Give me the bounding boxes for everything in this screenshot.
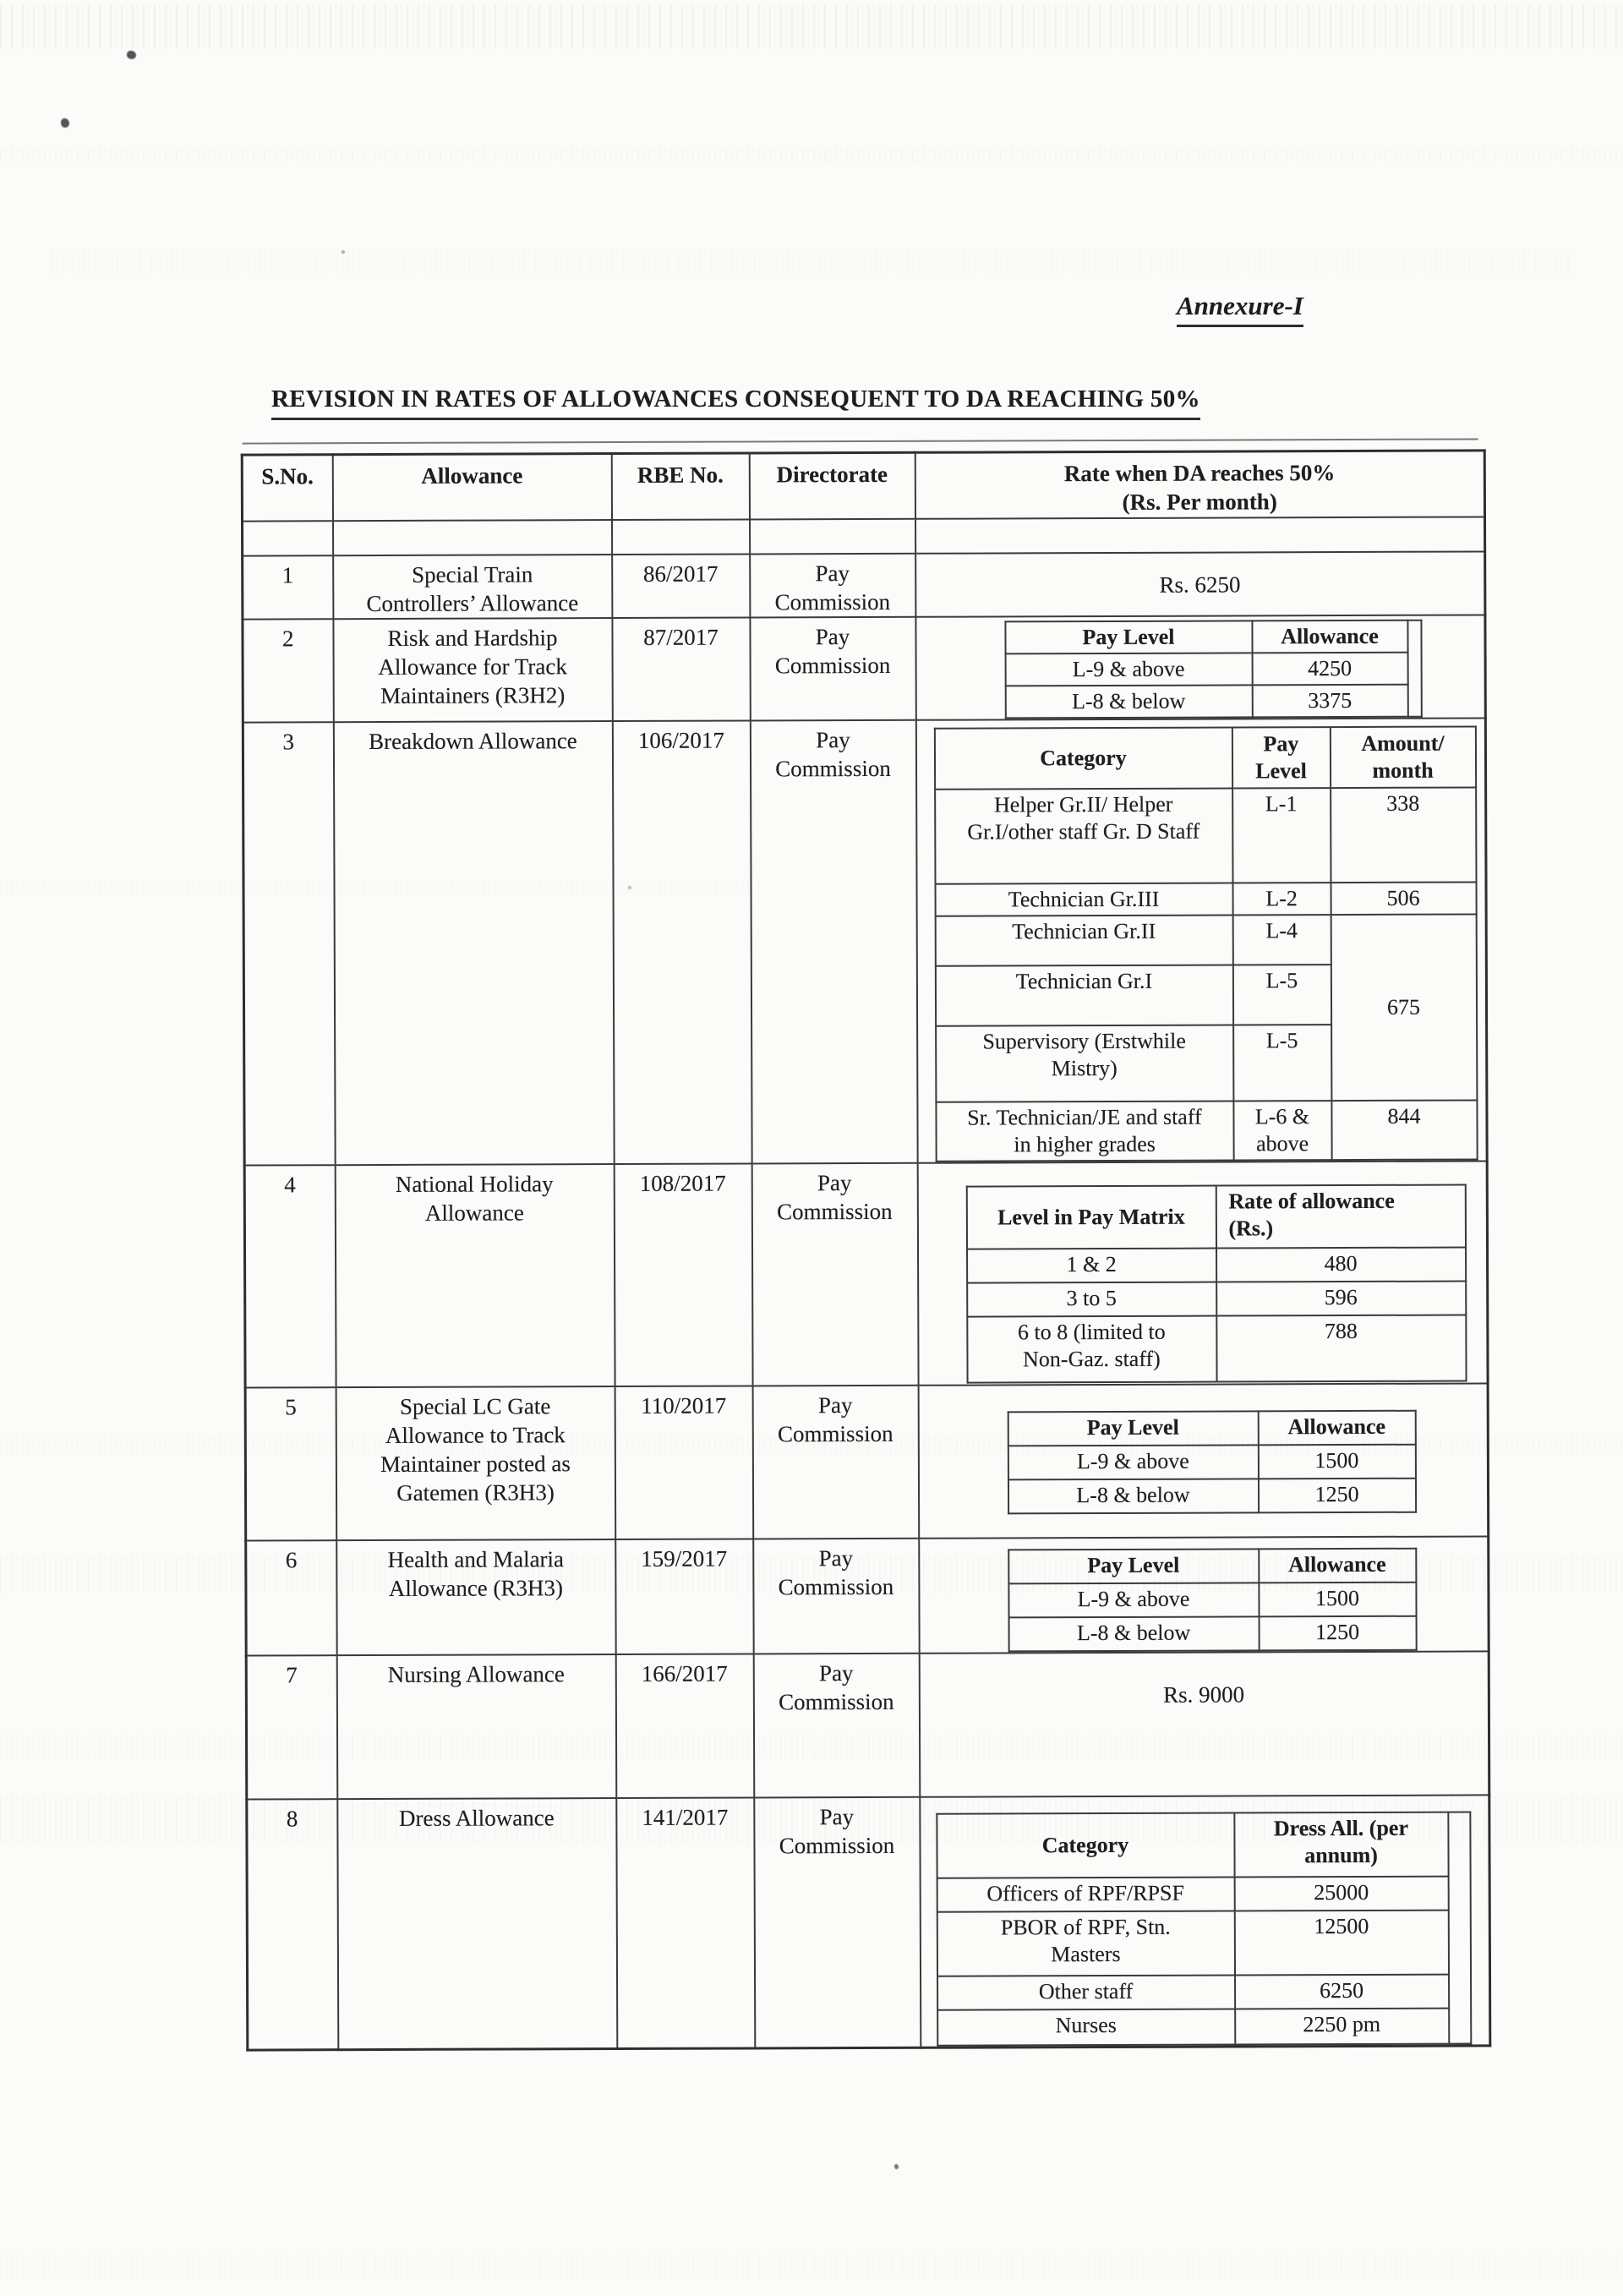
nested-header-cell [1330, 726, 1475, 788]
nested-cell-text: 6250 [1320, 1977, 1364, 2004]
nested-cell-text: 596 [1324, 1284, 1358, 1310]
table-row [967, 1248, 1466, 1283]
rbe-cell [615, 1539, 753, 1654]
directorate-text: Pay Commission [775, 727, 891, 782]
scan-speck [61, 118, 69, 128]
rbe-cell [614, 1163, 752, 1386]
header-sno-cell [242, 455, 332, 522]
nested-cell [1216, 1282, 1466, 1316]
sno-text: 5 [285, 1394, 297, 1420]
header-allowance-text: Allowance [421, 462, 523, 489]
directorate-text: Pay Commission [779, 1660, 894, 1715]
directorate-cell [753, 1654, 920, 1798]
allowance-cell [336, 1539, 615, 1655]
nested-cell [1232, 915, 1331, 965]
sno-cell [243, 722, 335, 1165]
nested-header-cell [1259, 1549, 1416, 1583]
nested-strip-cell [1407, 620, 1421, 717]
nested-cell [1008, 1479, 1258, 1513]
directorate-cell [750, 617, 915, 721]
nested-cell [1216, 1248, 1466, 1282]
table-row [1008, 1411, 1415, 1446]
nested-cell [1232, 883, 1331, 915]
nested-header-cell [1258, 1411, 1415, 1446]
table-row [246, 1536, 1489, 1655]
rbe-cell [612, 720, 751, 1164]
directorate-cell [750, 554, 915, 618]
nested-cell-text: Sr. Technician/JE and staff in higher grades [967, 1104, 1202, 1157]
nested-cell-text: 12500 [1314, 1913, 1369, 1939]
allowance-table-wrap [241, 438, 1492, 2051]
rate-cell [915, 718, 1487, 1162]
nested-cell-text: 3375 [1308, 687, 1352, 713]
rbe-text: 87/2017 [643, 624, 719, 650]
spacer-cell [333, 520, 612, 555]
spacer-cell [915, 517, 1485, 553]
nested-cell [1235, 1975, 1449, 2009]
nested-cell-text: L-5 [1265, 968, 1298, 993]
nested-cell [1232, 788, 1331, 883]
scan-speck [342, 250, 345, 254]
nested-header-cell [1008, 1549, 1259, 1583]
nested-header-cell [1005, 620, 1252, 653]
table-row [1008, 1583, 1416, 1618]
allowance-text: Health and Malaria Allowance (R3H3) [387, 1546, 565, 1601]
nested-header-text: Category [1040, 745, 1127, 771]
header-directorate-cell [749, 452, 915, 519]
table-row [967, 1315, 1466, 1383]
allowance-cell [336, 1654, 616, 1799]
nested-cell [1234, 1911, 1448, 1976]
table-row [1005, 685, 1421, 719]
nested-cell-text: PBOR of RPF, Stn. Masters [1000, 1914, 1171, 1967]
directorate-text: Pay Commission [777, 1170, 893, 1225]
scan-noise-band [51, 250, 1572, 276]
rbe-cell [612, 554, 750, 618]
directorate-text: Pay Commission [774, 560, 891, 615]
nested-cell-text: 1250 [1314, 1481, 1359, 1507]
nested-header-text: Allowance [1287, 1551, 1386, 1577]
sno-cell [243, 619, 333, 722]
nested-cell-text: 480 [1324, 1250, 1358, 1276]
nested-header-cell [937, 1812, 1234, 1878]
nested-header-text: Pay Level [1087, 1552, 1180, 1578]
header-rbe-cell [611, 453, 749, 520]
nested-cell [1008, 1583, 1259, 1617]
nested-cell-text: L-9 & above [1072, 656, 1185, 682]
nested-header-cell [966, 1186, 1216, 1249]
table-row [935, 882, 1476, 916]
spacer-cell [750, 519, 915, 555]
nested-cell-text: 788 [1324, 1318, 1358, 1344]
nested-header-text: Dress All. (per annum) [1273, 1815, 1409, 1868]
allowance-cell [336, 1386, 615, 1540]
nested-cell-text: Technician Gr.I [1015, 968, 1153, 994]
nested-cell [1005, 653, 1252, 686]
allowance-text: Breakdown Allowance [369, 728, 577, 755]
allowance-cell [337, 1798, 617, 2050]
nested-header-cell [1008, 1411, 1258, 1446]
nested-cell-text: 25000 [1314, 1879, 1369, 1905]
scan-speck [894, 2164, 899, 2169]
nested-header-text: Pay Level [1255, 731, 1307, 784]
rate-cell [919, 1651, 1489, 1796]
table-header-row [242, 451, 1484, 522]
scan-noise-band [0, 149, 1623, 162]
nested-cell-text: L-9 & above [1077, 1586, 1190, 1612]
table-row [937, 1877, 1470, 1912]
table-row [937, 1812, 1470, 1878]
nested-cell [937, 2009, 1235, 2045]
table-row [934, 726, 1475, 789]
page-title: REVISION IN RATES OF ALLOWANCES CONSEQUENT TO DA REACHING 50% [271, 385, 1200, 420]
allowance-text: Special LC Gate Allowance to Track Maintainer posted as Gatemen (R3H3) [380, 1393, 571, 1506]
rate-cell [918, 1383, 1489, 1538]
sno-cell [245, 1387, 336, 1540]
sno-cell [246, 1540, 336, 1655]
nested-cell-text: Other staff [1038, 1978, 1134, 2004]
rbe-text: 108/2017 [639, 1170, 726, 1196]
nested-cell-text: L-6 & above [1254, 1104, 1310, 1156]
nested-header-cell [1234, 1812, 1448, 1878]
spacer-cell [243, 521, 333, 555]
table-row [243, 551, 1485, 619]
nested-cell [936, 1101, 1233, 1161]
rate-cell [917, 1161, 1488, 1385]
nested-cell [967, 1282, 1216, 1317]
nested-cell [1259, 1583, 1416, 1617]
rbe-text: 110/2017 [641, 1392, 727, 1419]
spacer-row [243, 517, 1485, 555]
nested-cell-text: 506 [1386, 885, 1420, 910]
scan-double-line [243, 438, 1478, 444]
nested-header-text: Amount/ month [1361, 730, 1445, 783]
nested-header-text: Pay Level [1086, 1414, 1179, 1440]
table-row [245, 1383, 1489, 1540]
directorate-text: Pay Commission [774, 624, 891, 679]
nested-cell [967, 1316, 1216, 1383]
directorate-text: Pay Commission [779, 1804, 895, 1859]
table-row [935, 914, 1476, 965]
nested-cell [936, 1025, 1233, 1102]
table-row [1008, 1445, 1415, 1480]
nested-cell-text: 675 [1386, 994, 1421, 1020]
rbe-cell [615, 1386, 753, 1539]
rate-cell [915, 551, 1485, 616]
nested-cell [1252, 685, 1407, 718]
directorate-cell [753, 1539, 919, 1654]
allowance-table [241, 449, 1492, 2051]
sno-cell [244, 1165, 336, 1387]
nested-cell [1216, 1315, 1466, 1382]
nested-cell-text: 844 [1387, 1103, 1421, 1129]
sno-cell [243, 555, 333, 619]
nested-header-text: Pay Level [1082, 624, 1175, 650]
table-row [967, 1282, 1466, 1317]
nested-cell [935, 915, 1232, 965]
nested-cell [937, 1877, 1234, 1911]
nested-cell-text: 4250 [1308, 655, 1352, 681]
table-row [244, 1161, 1488, 1387]
rbe-text: 159/2017 [641, 1545, 728, 1572]
sno-text: 8 [286, 1806, 298, 1832]
directorate-cell [752, 1386, 919, 1539]
nested-cell-text: L-8 & below [1076, 1620, 1191, 1646]
header-rate-line2: (Rs. Per month) [1122, 489, 1277, 515]
nested-header-text: Allowance [1281, 623, 1379, 649]
rbe-text: 86/2017 [642, 560, 719, 587]
nested-cell-text: 1500 [1314, 1585, 1360, 1611]
scan-noise-band [0, 5, 1623, 49]
nested-cell [1008, 1616, 1259, 1651]
header-rbe-text: RBE No. [637, 462, 724, 488]
nested-header-cell [934, 727, 1232, 789]
nested-header-text: Rate of allowance (Rs.) [1228, 1188, 1395, 1241]
pay-level-table [1008, 1548, 1417, 1653]
spacer-cell [612, 519, 750, 555]
table-row [937, 1975, 1471, 2010]
nested-header-cell [1232, 727, 1330, 788]
nested-cell [1235, 2009, 1449, 2045]
nested-cell-text: 2250 pm [1303, 2011, 1381, 2037]
allowance-text: Dress Allowance [398, 1805, 555, 1831]
nested-cell-text: L-2 [1265, 886, 1298, 911]
allowance-text: Special Train Controllers’ Allowance [366, 561, 579, 617]
nested-merged-amount-cell [1331, 914, 1477, 1101]
table-row [1008, 1616, 1416, 1652]
breakdown-category-table [933, 725, 1478, 1162]
rbe-text: 141/2017 [642, 1804, 729, 1830]
nested-header-text: Level in Pay Matrix [997, 1204, 1185, 1230]
allowance-cell [333, 618, 612, 722]
header-directorate-text: Directorate [776, 461, 888, 488]
allowance-cell [335, 1164, 615, 1387]
nested-cell-text: 1500 [1314, 1447, 1359, 1473]
rbe-cell [612, 617, 750, 721]
header-sno-text: S.No. [261, 463, 314, 489]
nested-cell-text: 338 [1386, 790, 1420, 816]
nested-header-text: Category [1041, 1832, 1129, 1858]
directorate-cell [750, 720, 917, 1164]
nested-cell [1331, 1100, 1477, 1160]
table-row [937, 2009, 1471, 2046]
nested-strip-cell [1448, 1812, 1471, 2044]
directorate-text: Pay Commission [778, 1545, 894, 1600]
rate-cell [915, 615, 1485, 719]
annexure-label: Annexure-I [1177, 291, 1303, 327]
nested-cell [1233, 1101, 1331, 1160]
sno-text: 7 [286, 1662, 298, 1688]
allowance-cell [333, 555, 612, 619]
table-row [1008, 1549, 1416, 1584]
scan-speck [127, 51, 136, 59]
nested-cell [935, 965, 1232, 1025]
nested-cell [1258, 1479, 1415, 1513]
sno-text: 6 [285, 1547, 298, 1573]
sno-text: 4 [284, 1172, 296, 1198]
table-row [966, 1185, 1465, 1249]
nested-cell-text: L-4 [1265, 918, 1298, 943]
table-row [1005, 653, 1421, 686]
table-row [243, 615, 1485, 722]
nested-cell [935, 788, 1232, 883]
table-row [937, 1911, 1470, 1976]
table-row [243, 718, 1487, 1165]
nested-cell-text: L-8 & below [1072, 688, 1186, 714]
nested-cell-text: Nurses [1055, 2012, 1117, 2038]
rate-cell [920, 1795, 1490, 2047]
nested-header-cell [1252, 620, 1407, 653]
nested-cell [1331, 882, 1476, 915]
nested-cell [937, 1975, 1235, 2009]
rate-text: Rs. 6250 [1159, 571, 1241, 598]
sno-cell [247, 1799, 338, 2050]
table-row [936, 1100, 1477, 1161]
nested-cell-text: 1250 [1315, 1619, 1360, 1645]
nested-cell [1008, 1445, 1258, 1479]
nested-cell [1232, 965, 1331, 1025]
rate-cell [919, 1536, 1489, 1653]
directorate-cell [751, 1163, 918, 1386]
nested-cell [1259, 1616, 1416, 1651]
table-row [935, 787, 1476, 883]
scan-noise-band [0, 2254, 1623, 2279]
nested-cell-text: L-1 [1265, 791, 1298, 817]
nested-cell [1233, 1025, 1331, 1101]
table-row [1005, 620, 1421, 654]
directorate-text: Pay Commission [777, 1392, 893, 1447]
directorate-cell [754, 1797, 921, 2048]
nested-cell-text: 6 to 8 (limited to Non-Gaz. staff) [1017, 1319, 1166, 1372]
dress-allowance-table [936, 1812, 1472, 2047]
nested-cell [1252, 653, 1407, 686]
table-row [247, 1795, 1490, 2050]
nested-cell-text: Technician Gr.III [1008, 886, 1160, 912]
allowance-cell [333, 721, 614, 1165]
nested-cell [937, 1911, 1234, 1976]
rbe-cell [615, 1654, 754, 1798]
nested-cell-text: 3 to 5 [1066, 1285, 1117, 1311]
nested-cell [1258, 1445, 1415, 1479]
sno-cell [246, 1655, 337, 1799]
nested-cell-text: Supervisory (Erstwhile Mistry) [982, 1028, 1186, 1081]
nested-header-text: Allowance [1287, 1413, 1386, 1440]
nested-cell [935, 883, 1232, 916]
nested-cell-text: Officers of RPF/RPSF [986, 1880, 1185, 1906]
header-rate-line1: Rate when DA reaches 50% [1063, 460, 1336, 487]
nested-cell-text: 1 & 2 [1066, 1251, 1117, 1277]
nested-cell [1331, 787, 1476, 883]
rbe-text: 106/2017 [637, 727, 724, 753]
pay-matrix-table [965, 1184, 1467, 1384]
sno-text: 2 [281, 626, 294, 652]
allowance-text: Risk and Hardship Allowance for Track Maintainers (R3H2) [378, 625, 567, 709]
nested-cell-text: L-5 [1265, 1028, 1298, 1053]
allowance-text: National Holiday Allowance [395, 1171, 554, 1226]
sno-text: 1 [281, 562, 294, 588]
nested-cell [1005, 685, 1252, 718]
sno-text: 3 [282, 729, 294, 755]
pay-level-table [1004, 620, 1422, 719]
nested-cell [967, 1249, 1216, 1283]
header-rate-cell [915, 451, 1484, 519]
nested-cell [1234, 1877, 1448, 1911]
rbe-cell [616, 1797, 755, 2048]
nested-header-cell [1216, 1185, 1465, 1249]
header-allowance-cell [332, 454, 611, 522]
nested-cell-text: Technician Gr.II [1012, 918, 1156, 944]
nested-cell-text: L-8 & below [1076, 1482, 1190, 1508]
rbe-text: 166/2017 [641, 1660, 728, 1686]
table-row [1008, 1479, 1415, 1514]
table-row [246, 1651, 1489, 1799]
pay-level-table [1007, 1410, 1416, 1515]
nested-cell-text: L-9 & above [1076, 1448, 1189, 1474]
nested-cell-text: Helper Gr.II/ Helper Gr.I/other staff Gr. D Staff [967, 791, 1200, 845]
rate-text: Rs. 9000 [1163, 1681, 1245, 1708]
allowance-text: Nursing Allowance [387, 1661, 565, 1687]
